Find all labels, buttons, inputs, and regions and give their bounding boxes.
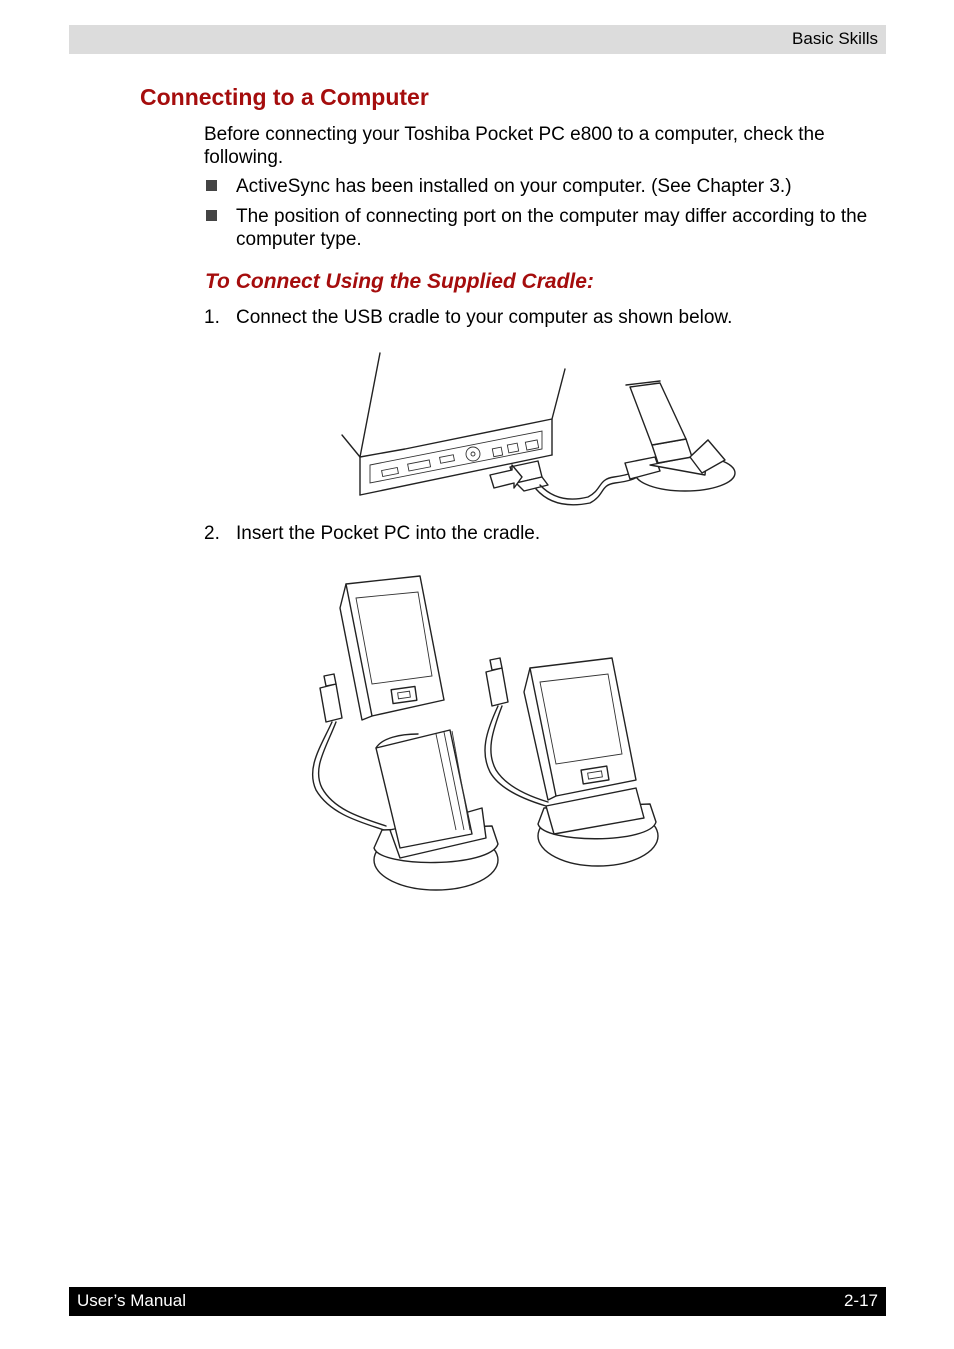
header-section-label: Basic Skills (792, 29, 878, 48)
bullet-text: The position of connecting port on the computer may differ according to the computer type. (236, 206, 868, 250)
intro-paragraph: Before connecting your Toshiba Pocket PC e800 to a computer, check the following. (204, 124, 825, 168)
step-item (204, 522, 884, 545)
bullet-text: ActiveSync has been installed on your computer. (See Chapter 3.) (236, 176, 792, 197)
bullet-square-icon (206, 210, 217, 221)
step-text: Insert the Pocket PC into the cradle. (236, 523, 541, 544)
step-text: Connect the USB cradle to your computer as shown below. (236, 307, 733, 328)
step-item (204, 306, 884, 329)
pocket-pc-insertion-illustration (300, 568, 670, 898)
step-number: 1. (204, 307, 220, 328)
footer-manual-label: User’s Manual (77, 1291, 186, 1310)
page-header (69, 25, 886, 54)
subsection-title: To Connect Using the Supplied Cradle: (205, 270, 594, 293)
bullet-item (204, 175, 884, 198)
step-number: 2. (204, 523, 220, 544)
bullet-square-icon (206, 180, 217, 191)
usb-cradle-connection-illustration (330, 345, 750, 515)
page-footer (69, 1287, 886, 1316)
page-number: 2-17 (843, 1291, 878, 1310)
section-title: Connecting to a Computer (140, 84, 429, 110)
bullet-item (204, 205, 884, 251)
